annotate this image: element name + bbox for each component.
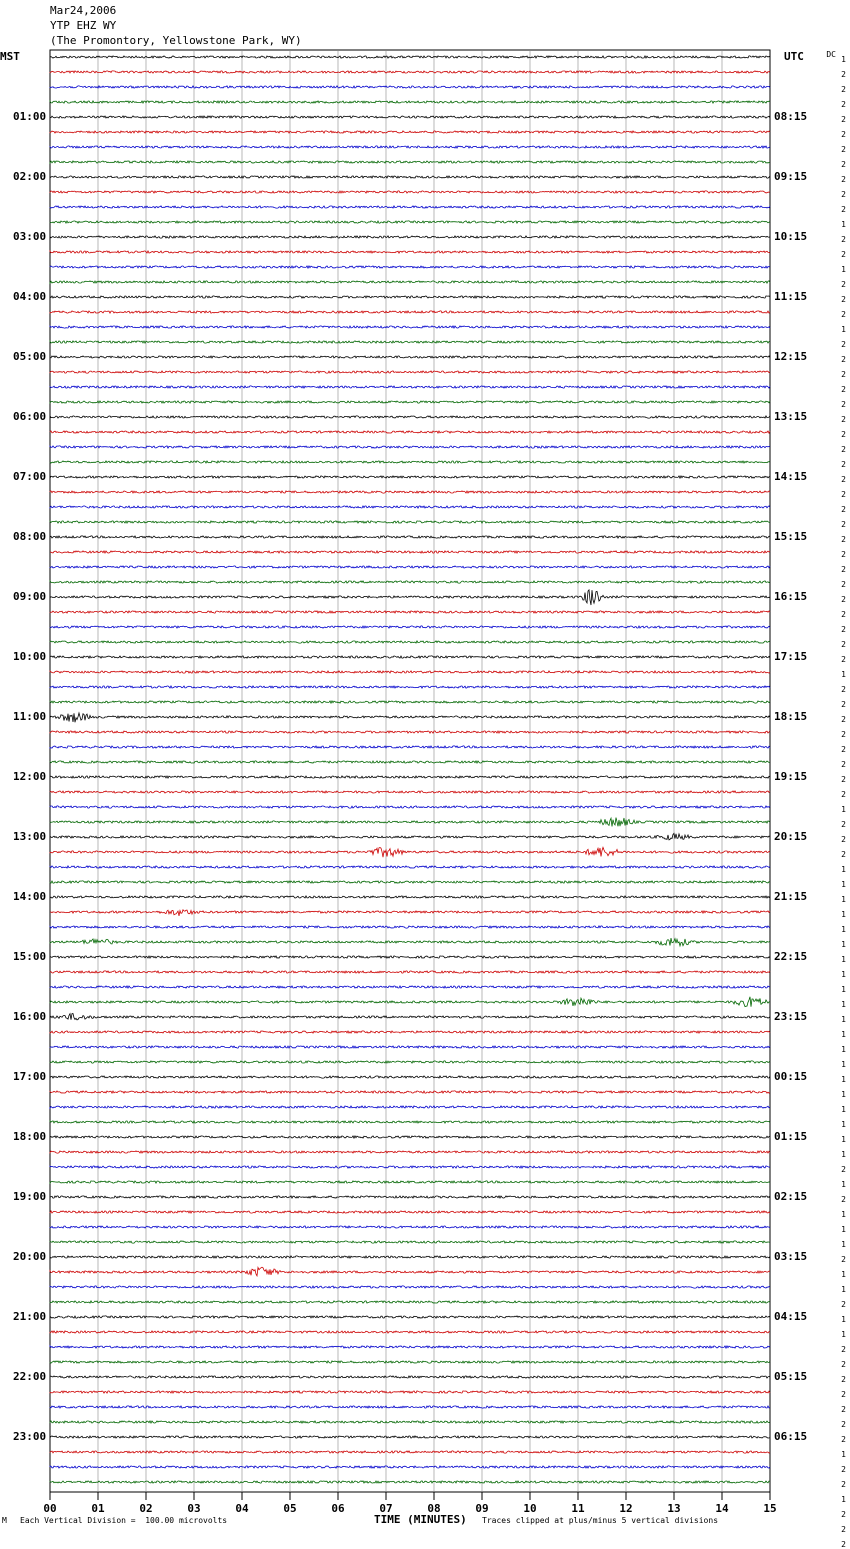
dc-value: 2 bbox=[841, 565, 846, 574]
dc-value: 2 bbox=[841, 70, 846, 79]
dc-value: 2 bbox=[841, 1390, 846, 1399]
dc-value: 2 bbox=[841, 235, 846, 244]
trace-row bbox=[50, 590, 770, 605]
x-tick-label: 01 bbox=[91, 1502, 105, 1515]
dc-value: 1 bbox=[841, 1000, 846, 1009]
dc-value: 2 bbox=[841, 445, 846, 454]
right-hour-label: 22:15 bbox=[774, 950, 808, 963]
left-hour-label: 03:00 bbox=[13, 230, 47, 243]
dc-value: 1 bbox=[841, 670, 846, 679]
trace-row bbox=[50, 641, 770, 643]
x-tick-label: 05 bbox=[283, 1502, 297, 1515]
station-code: YTP EHZ WY bbox=[50, 19, 117, 32]
x-tick-label: 04 bbox=[235, 1502, 249, 1515]
trace-row bbox=[50, 461, 770, 463]
trace-row bbox=[50, 251, 770, 253]
trace-row bbox=[50, 1226, 770, 1228]
left-hour-label: 10:00 bbox=[13, 650, 47, 663]
trace-row bbox=[50, 1331, 770, 1333]
right-hour-label: 23:15 bbox=[774, 1010, 808, 1023]
trace-row bbox=[50, 1316, 770, 1318]
right-hour-label: 17:15 bbox=[774, 650, 808, 663]
dc-value: 2 bbox=[841, 1420, 846, 1429]
right-hour-label: 08:15 bbox=[774, 110, 808, 123]
dc-value: 1 bbox=[841, 1315, 846, 1324]
trace-row bbox=[50, 1406, 770, 1408]
right-hour-label: 05:15 bbox=[774, 1370, 808, 1383]
trace-row bbox=[50, 896, 770, 898]
dc-value: 1 bbox=[841, 1030, 846, 1039]
dc-value: 2 bbox=[841, 295, 846, 304]
trace-row bbox=[50, 1014, 770, 1020]
trace-row bbox=[50, 371, 770, 373]
dc-value: 2 bbox=[841, 1255, 846, 1264]
trace-row bbox=[50, 1267, 770, 1276]
dc-value: 1 bbox=[841, 925, 846, 934]
dc-value: 2 bbox=[841, 490, 846, 499]
trace-row bbox=[50, 281, 770, 283]
trace-row bbox=[50, 910, 770, 916]
dc-value: 2 bbox=[841, 1435, 846, 1444]
right-hour-label: 13:15 bbox=[774, 410, 808, 423]
trace-row bbox=[50, 176, 770, 178]
dc-value: 2 bbox=[841, 685, 846, 694]
x-tick-label: 08 bbox=[427, 1502, 441, 1515]
trace-row bbox=[50, 1046, 770, 1048]
plot-frame bbox=[50, 50, 770, 1492]
right-hour-label: 01:15 bbox=[774, 1130, 808, 1143]
dc-value: 2 bbox=[841, 355, 846, 364]
trace-row bbox=[50, 416, 770, 418]
trace-row bbox=[50, 341, 770, 343]
dc-value: 2 bbox=[841, 715, 846, 724]
trace-row bbox=[50, 1181, 770, 1183]
dc-value: 2 bbox=[841, 835, 846, 844]
dc-value: 2 bbox=[841, 1165, 846, 1174]
x-tick-label: 11 bbox=[571, 1502, 585, 1515]
dc-value: 2 bbox=[841, 385, 846, 394]
dc-value: 2 bbox=[841, 1525, 846, 1534]
dc-value: 1 bbox=[841, 895, 846, 904]
dc-value: 2 bbox=[841, 100, 846, 109]
dc-value: 2 bbox=[841, 1300, 846, 1309]
dc-value: 2 bbox=[841, 85, 846, 94]
trace-row bbox=[50, 818, 770, 827]
left-hour-label: 23:00 bbox=[13, 1430, 47, 1443]
right-hour-label: 18:15 bbox=[774, 710, 808, 723]
x-tick-label: 06 bbox=[331, 1502, 345, 1515]
dc-value: 2 bbox=[841, 1465, 846, 1474]
trace-row bbox=[50, 146, 770, 148]
dc-value: 2 bbox=[841, 730, 846, 739]
dc-value: 2 bbox=[841, 610, 846, 619]
trace-row bbox=[50, 986, 770, 988]
dc-value: 1 bbox=[841, 1270, 846, 1279]
left-hour-label: 04:00 bbox=[13, 290, 47, 303]
trace-row bbox=[50, 521, 770, 523]
trace-row bbox=[50, 656, 770, 658]
trace-row bbox=[50, 161, 770, 163]
dc-value: 2 bbox=[841, 580, 846, 589]
dc-value: 2 bbox=[841, 655, 846, 664]
x-tick-label: 12 bbox=[619, 1502, 633, 1515]
dc-value: 1 bbox=[841, 1150, 846, 1159]
trace-row bbox=[50, 1376, 770, 1378]
clip-note: Traces clipped at plus/minus 5 vertical divisions bbox=[482, 1516, 719, 1525]
trace-row bbox=[50, 1436, 770, 1438]
x-axis-label: TIME (MINUTES) bbox=[374, 1513, 467, 1526]
dc-value: 1 bbox=[841, 1060, 846, 1069]
dc-value: 2 bbox=[841, 145, 846, 154]
dc-value: 2 bbox=[841, 205, 846, 214]
x-tick-label: 10 bbox=[523, 1502, 537, 1515]
trace-row bbox=[50, 491, 770, 493]
dc-value: 2 bbox=[841, 175, 846, 184]
dc-value: 2 bbox=[841, 625, 846, 634]
trace-row bbox=[50, 806, 770, 808]
trace-row bbox=[50, 671, 770, 673]
right-hour-label: 19:15 bbox=[774, 770, 808, 783]
trace-row bbox=[50, 1121, 770, 1123]
trace-row bbox=[50, 386, 770, 388]
trace-row bbox=[50, 581, 770, 583]
trace-row bbox=[50, 746, 770, 748]
trace-row bbox=[50, 731, 770, 733]
trace-row bbox=[50, 1211, 770, 1213]
dc-value: 2 bbox=[841, 400, 846, 409]
right-hour-label: 02:15 bbox=[774, 1190, 808, 1203]
trace-row bbox=[50, 86, 770, 88]
x-tick-label: 14 bbox=[715, 1502, 729, 1515]
trace-row bbox=[50, 1361, 770, 1363]
trace-row bbox=[50, 791, 770, 793]
trace-row bbox=[50, 266, 770, 268]
trace-row bbox=[50, 971, 770, 973]
trace-row bbox=[50, 611, 770, 613]
left-hour-label: 11:00 bbox=[13, 710, 47, 723]
trace-row bbox=[50, 356, 770, 358]
trace-row bbox=[50, 713, 770, 722]
dc-value: 1 bbox=[841, 1240, 846, 1249]
trace-row bbox=[50, 1301, 770, 1303]
dc-value: 2 bbox=[841, 460, 846, 469]
dc-value: 1 bbox=[841, 1285, 846, 1294]
trace-row bbox=[50, 536, 770, 538]
dc-value: 1 bbox=[841, 1225, 846, 1234]
trace-row bbox=[50, 191, 770, 193]
trace-row bbox=[50, 833, 770, 840]
trace-row bbox=[50, 206, 770, 208]
dc-value: 2 bbox=[841, 745, 846, 754]
left-hour-label: 22:00 bbox=[13, 1370, 47, 1383]
trace-row bbox=[50, 866, 770, 868]
left-timezone: MST bbox=[0, 50, 20, 63]
trace-row bbox=[50, 1451, 770, 1453]
left-hour-label: 19:00 bbox=[13, 1190, 47, 1203]
scale-marker: M bbox=[2, 1516, 7, 1525]
x-tick-label: 13 bbox=[667, 1502, 681, 1515]
scale-note: Each Vertical Division = 100.00 microvolts bbox=[20, 1516, 228, 1525]
x-tick-label: 02 bbox=[139, 1502, 153, 1515]
left-hour-label: 05:00 bbox=[13, 350, 47, 363]
dc-value: 2 bbox=[841, 640, 846, 649]
x-tick-label: 03 bbox=[187, 1502, 201, 1515]
x-tick-label: 15 bbox=[763, 1502, 777, 1515]
dc-value: 2 bbox=[841, 1510, 846, 1519]
dc-value: 2 bbox=[841, 340, 846, 349]
right-hour-label: 14:15 bbox=[774, 470, 808, 483]
left-hour-label: 14:00 bbox=[13, 890, 47, 903]
trace-row bbox=[50, 71, 770, 73]
left-hour-label: 06:00 bbox=[13, 410, 47, 423]
dc-value: 1 bbox=[841, 265, 846, 274]
trace-row bbox=[50, 296, 770, 298]
dc-value: 2 bbox=[841, 190, 846, 199]
trace-row bbox=[50, 401, 770, 403]
left-hour-label: 08:00 bbox=[13, 530, 47, 543]
trace-row bbox=[50, 1106, 770, 1108]
right-hour-label: 21:15 bbox=[774, 890, 808, 903]
dc-value: 1 bbox=[841, 865, 846, 874]
right-hour-label: 06:15 bbox=[774, 1430, 808, 1443]
dc-value: 2 bbox=[841, 310, 846, 319]
dc-value: 2 bbox=[841, 1375, 846, 1384]
x-tick-label: 09 bbox=[475, 1502, 489, 1515]
left-hour-label: 16:00 bbox=[13, 1010, 47, 1023]
dc-value: 1 bbox=[841, 940, 846, 949]
dc-value: 2 bbox=[841, 160, 846, 169]
trace-row bbox=[50, 551, 770, 553]
left-hour-label: 02:00 bbox=[13, 170, 47, 183]
dc-value: 1 bbox=[841, 1495, 846, 1504]
left-hour-label: 18:00 bbox=[13, 1130, 47, 1143]
dc-value: 2 bbox=[841, 550, 846, 559]
plot-date: Mar24,2006 bbox=[50, 4, 117, 17]
trace-row bbox=[50, 1091, 770, 1093]
right-hour-label: 00:15 bbox=[774, 1070, 808, 1083]
trace-row bbox=[50, 926, 770, 928]
dc-value: 2 bbox=[841, 1540, 846, 1549]
dc-value: 2 bbox=[841, 1480, 846, 1489]
left-hour-label: 12:00 bbox=[13, 770, 47, 783]
dc-value: 1 bbox=[841, 1135, 846, 1144]
dc-value: 2 bbox=[841, 475, 846, 484]
trace-row bbox=[50, 881, 770, 883]
dc-value: 2 bbox=[841, 700, 846, 709]
left-hour-label: 09:00 bbox=[13, 590, 47, 603]
dc-value: 2 bbox=[841, 760, 846, 769]
right-hour-label: 15:15 bbox=[774, 530, 808, 543]
trace-row bbox=[50, 1031, 770, 1033]
dc-value: 1 bbox=[841, 805, 846, 814]
dc-value: 2 bbox=[841, 370, 846, 379]
trace-row bbox=[50, 1136, 770, 1138]
trace-row bbox=[50, 56, 770, 58]
trace-row bbox=[50, 131, 770, 133]
right-hour-label: 12:15 bbox=[774, 350, 808, 363]
trace-row bbox=[50, 1241, 770, 1243]
x-tick-label: 07 bbox=[379, 1502, 393, 1515]
left-hour-label: 07:00 bbox=[13, 470, 47, 483]
dc-value: 1 bbox=[841, 955, 846, 964]
dc-value: 1 bbox=[841, 970, 846, 979]
left-hour-label: 15:00 bbox=[13, 950, 47, 963]
trace-row bbox=[50, 221, 770, 223]
dc-value: 1 bbox=[841, 325, 846, 334]
trace-row bbox=[50, 701, 770, 703]
dc-value: 2 bbox=[841, 1405, 846, 1414]
dc-value: 2 bbox=[841, 280, 846, 289]
dc-value: 1 bbox=[841, 910, 846, 919]
trace-row bbox=[50, 101, 770, 103]
dc-value: 2 bbox=[841, 775, 846, 784]
dc-value: 2 bbox=[841, 130, 846, 139]
right-hour-label: 03:15 bbox=[774, 1250, 808, 1263]
trace-row bbox=[50, 116, 770, 118]
dc-value: 2 bbox=[841, 1195, 846, 1204]
dc-value: 2 bbox=[841, 1360, 846, 1369]
dc-value: 1 bbox=[841, 1075, 846, 1084]
dc-value: 2 bbox=[841, 415, 846, 424]
right-hour-label: 10:15 bbox=[774, 230, 808, 243]
trace-row bbox=[50, 776, 770, 778]
right-hour-label: 20:15 bbox=[774, 830, 808, 843]
dc-value: 1 bbox=[841, 1120, 846, 1129]
dc-value: 1 bbox=[841, 1090, 846, 1099]
trace-row bbox=[50, 761, 770, 763]
right-hour-label: 16:15 bbox=[774, 590, 808, 603]
trace-row bbox=[50, 626, 770, 628]
dc-value: 1 bbox=[841, 1210, 846, 1219]
trace-row bbox=[50, 446, 770, 448]
dc-value: 2 bbox=[841, 595, 846, 604]
dc-value: 2 bbox=[841, 820, 846, 829]
dc-value: 1 bbox=[841, 1015, 846, 1024]
trace-row bbox=[50, 997, 770, 1007]
trace-row bbox=[50, 431, 770, 433]
right-hour-label: 04:15 bbox=[774, 1310, 808, 1323]
left-hour-label: 01:00 bbox=[13, 110, 47, 123]
trace-row bbox=[50, 476, 770, 478]
trace-row bbox=[50, 1391, 770, 1393]
left-hour-label: 13:00 bbox=[13, 830, 47, 843]
trace-row bbox=[50, 847, 770, 857]
dc-value: 2 bbox=[841, 505, 846, 514]
dc-value: 2 bbox=[841, 1345, 846, 1354]
trace-row bbox=[50, 1196, 770, 1198]
dc-value: 2 bbox=[841, 850, 846, 859]
trace-row bbox=[50, 1061, 770, 1063]
trace-row bbox=[50, 1466, 770, 1468]
dc-value: 2 bbox=[841, 520, 846, 529]
dc-header: DC bbox=[826, 50, 836, 59]
trace-row bbox=[50, 1151, 770, 1153]
dc-value: 1 bbox=[841, 220, 846, 229]
dc-value: 2 bbox=[841, 250, 846, 259]
dc-value: 2 bbox=[841, 790, 846, 799]
trace-row bbox=[50, 1256, 770, 1258]
dc-value: 1 bbox=[841, 880, 846, 889]
dc-value: 1 bbox=[841, 1450, 846, 1459]
right-hour-label: 11:15 bbox=[774, 290, 808, 303]
dc-value: 1 bbox=[841, 1330, 846, 1339]
dc-value: 1 bbox=[841, 1105, 846, 1114]
dc-value: 1 bbox=[841, 985, 846, 994]
trace-row bbox=[50, 311, 770, 313]
left-hour-label: 17:00 bbox=[13, 1070, 47, 1083]
trace-row bbox=[50, 938, 770, 946]
right-timezone: UTC bbox=[784, 50, 804, 63]
station-location: (The Promontory, Yellowstone Park, WY) bbox=[50, 34, 302, 47]
trace-row bbox=[50, 1076, 770, 1078]
trace-row bbox=[50, 1481, 770, 1483]
trace-row bbox=[50, 566, 770, 568]
dc-value: 2 bbox=[841, 430, 846, 439]
dc-value: 1 bbox=[841, 1045, 846, 1054]
trace-row bbox=[50, 1421, 770, 1423]
left-hour-label: 20:00 bbox=[13, 1250, 47, 1263]
trace-row bbox=[50, 956, 770, 958]
x-tick-label: 00 bbox=[43, 1502, 57, 1515]
trace-row bbox=[50, 1346, 770, 1348]
trace-row bbox=[50, 236, 770, 238]
trace-row bbox=[50, 686, 770, 688]
dc-value: 2 bbox=[841, 535, 846, 544]
dc-value: 1 bbox=[841, 1180, 846, 1189]
trace-row bbox=[50, 1166, 770, 1168]
trace-row bbox=[50, 326, 770, 328]
trace-row bbox=[50, 1286, 770, 1288]
dc-value: 1 bbox=[841, 55, 846, 64]
trace-row bbox=[50, 506, 770, 508]
dc-value: 2 bbox=[841, 115, 846, 124]
left-hour-label: 21:00 bbox=[13, 1310, 47, 1323]
right-hour-label: 09:15 bbox=[774, 170, 808, 183]
